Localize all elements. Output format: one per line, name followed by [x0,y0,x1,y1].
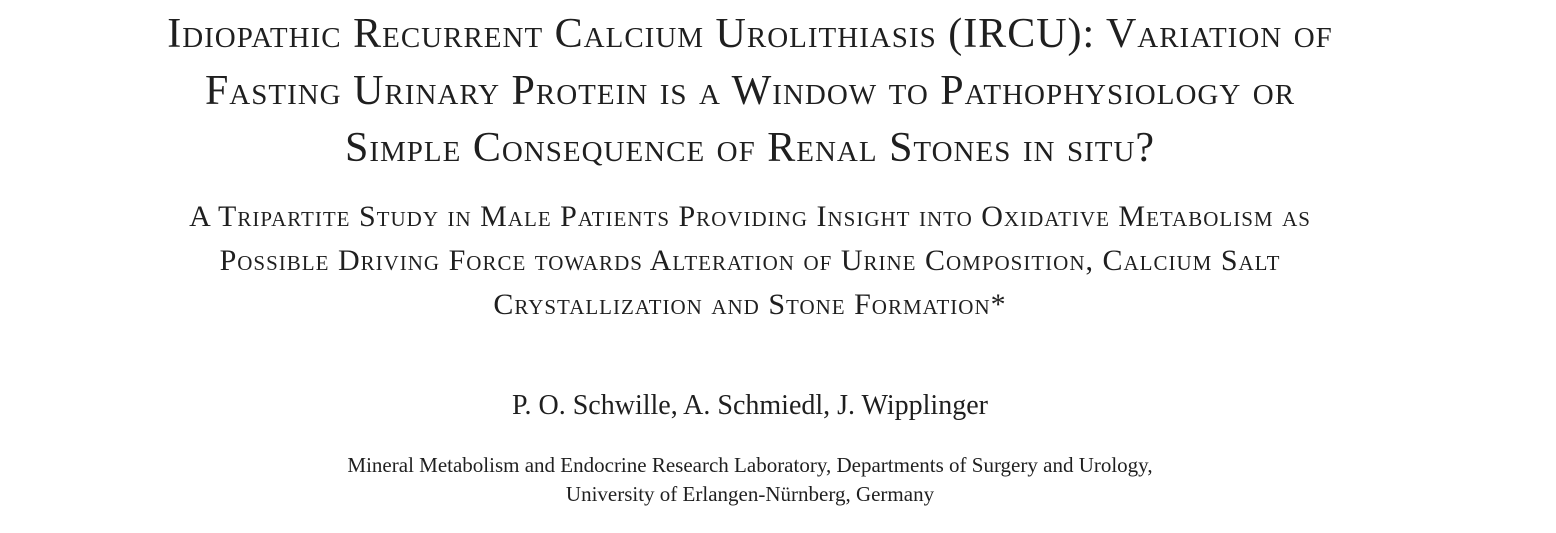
author-list: P. O. Schwille, A. Schmiedl, J. Wipplinger [512,390,988,421]
subtitle-line-3: Crystallization and Stone Formation* [493,288,1007,321]
title-line-2: Fasting Urinary Protein is a Window to Pathophysiology or [204,68,1296,114]
subtitle-line-1: A Tripartite Study in Male Patients Providing Insight into Oxidative Metabolism as [189,200,1311,233]
title-line-3: Simple Consequence of Renal Stones in situ? [344,125,1156,171]
subtitle-line-2: Possible Driving Force towards Alteration of Urine Composition, Calcium Salt [219,244,1281,277]
affiliation-line-1: Mineral Metabolism and Endocrine Research Laboratory, Departments of Surgery and Urology, [347,453,1153,477]
title-line-1: Idiopathic Recurrent Calcium Urolithiasis (IRCU): Variation of [167,11,1333,57]
affiliation [0,451,1500,509]
paper-subtitle [0,195,1500,327]
paper-title [0,6,1500,177]
affiliation-line-2: University of Erlangen-Nürnberg, Germany [565,482,935,506]
